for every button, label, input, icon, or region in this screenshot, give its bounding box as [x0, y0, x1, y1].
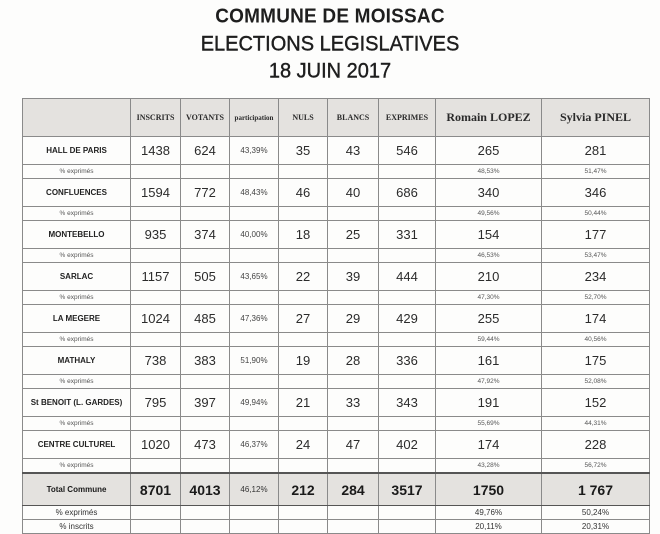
bureau-participation: 43,65%: [230, 263, 279, 291]
bureau-name: MATHALY: [23, 347, 131, 375]
empty-cell: [230, 165, 279, 179]
bureau-nuls: 24: [279, 431, 328, 459]
empty-cell: [131, 249, 181, 263]
bureau-name: CENTRE CULTUREL: [23, 431, 131, 459]
bureau-lopez: 191: [436, 389, 542, 417]
footer-inscrits-pinel: 20,31%: [542, 520, 650, 534]
bureau-nuls: 22: [279, 263, 328, 291]
bureau-exprimes: 546: [379, 137, 436, 165]
bureau-votants: 485: [181, 305, 230, 333]
bureau-pinel: 177: [542, 221, 650, 249]
bureau-blancs: 28: [328, 347, 379, 375]
empty-cell: [279, 417, 328, 431]
bureau-participation: 47,36%: [230, 305, 279, 333]
bureau-pinel-pct: 53,47%: [542, 249, 650, 263]
bureau-nuls: 27: [279, 305, 328, 333]
empty-cell: [379, 165, 436, 179]
bureau-votants: 772: [181, 179, 230, 207]
bureau-lopez-pct: 47,92%: [436, 375, 542, 389]
empty-cell: [181, 506, 230, 520]
empty-cell: [279, 207, 328, 221]
total-row: [23, 473, 650, 506]
empty-cell: [328, 291, 379, 305]
bureau-pct-row: [23, 291, 650, 305]
empty-cell: [379, 459, 436, 474]
bureau-pinel: 174: [542, 305, 650, 333]
empty-cell: [181, 459, 230, 474]
total-lopez: 1750: [436, 473, 542, 506]
bureau-pinel-pct: 50,44%: [542, 207, 650, 221]
footer-exprimes-label: % exprimés: [23, 506, 131, 520]
empty-cell: [230, 207, 279, 221]
pct-exprimes-label: % exprimés: [23, 375, 131, 389]
empty-cell: [379, 417, 436, 431]
bureau-pinel-pct: 56,72%: [542, 459, 650, 474]
bureau-lopez-pct: 59,44%: [436, 333, 542, 347]
bureau-inscrits: 795: [131, 389, 181, 417]
empty-cell: [279, 249, 328, 263]
empty-cell: [328, 165, 379, 179]
bureau-lopez: 174: [436, 431, 542, 459]
bureau-pinel-pct: 51,47%: [542, 165, 650, 179]
empty-cell: [379, 375, 436, 389]
bureau-exprimes: 331: [379, 221, 436, 249]
bureau-lopez-pct: 49,56%: [436, 207, 542, 221]
empty-cell: [379, 291, 436, 305]
page-subtitle: ELECTIONS LEGISLATIVES: [200, 32, 460, 56]
empty-cell: [230, 417, 279, 431]
bureau-row: [23, 179, 650, 207]
bureau-pct-row: [23, 459, 650, 474]
page-title: COMMUNE DE MOISSAC: [215, 5, 445, 28]
empty-cell: [379, 520, 436, 534]
total-votants: 4013: [181, 473, 230, 506]
bureau-lopez: 154: [436, 221, 542, 249]
pct-exprimes-label: % exprimés: [23, 165, 131, 179]
empty-cell: [181, 291, 230, 305]
bureau-pinel: 152: [542, 389, 650, 417]
bureau-pct-row: [23, 249, 650, 263]
empty-cell: [230, 291, 279, 305]
bureau-row: [23, 389, 650, 417]
empty-cell: [328, 417, 379, 431]
total-nuls: 212: [279, 473, 328, 506]
total-inscrits: 8701: [131, 473, 181, 506]
empty-cell: [131, 520, 181, 534]
empty-cell: [328, 520, 379, 534]
empty-cell: [279, 291, 328, 305]
bureau-nuls: 46: [279, 179, 328, 207]
bureau-blancs: 47: [328, 431, 379, 459]
bureau-exprimes: 343: [379, 389, 436, 417]
empty-cell: [131, 333, 181, 347]
empty-cell: [181, 520, 230, 534]
bureau-blancs: 25: [328, 221, 379, 249]
empty-cell: [131, 506, 181, 520]
bureau-participation: 46,37%: [230, 431, 279, 459]
header-votants: VOTANTS: [181, 99, 230, 137]
bureau-participation: 48,43%: [230, 179, 279, 207]
header-participation: participation: [230, 99, 279, 137]
bureau-blancs: 43: [328, 137, 379, 165]
empty-cell: [131, 375, 181, 389]
bureau-lopez-pct: 43,28%: [436, 459, 542, 474]
empty-cell: [328, 207, 379, 221]
empty-cell: [328, 506, 379, 520]
empty-cell: [181, 417, 230, 431]
bureau-lopez-pct: 48,53%: [436, 165, 542, 179]
empty-cell: [379, 207, 436, 221]
total-exprimes: 3517: [379, 473, 436, 506]
bureau-name: St BENOIT (L. GARDES): [23, 389, 131, 417]
empty-cell: [328, 459, 379, 474]
bureau-pinel: 346: [542, 179, 650, 207]
empty-cell: [279, 333, 328, 347]
bureau-inscrits: 935: [131, 221, 181, 249]
pct-exprimes-label: % exprimés: [23, 459, 131, 474]
header-exprimes: EXPRIMES: [379, 99, 436, 137]
empty-cell: [131, 165, 181, 179]
bureau-name: HALL DE PARIS: [23, 137, 131, 165]
bureau-votants: 397: [181, 389, 230, 417]
bureau-blancs: 39: [328, 263, 379, 291]
empty-cell: [279, 459, 328, 474]
total-blancs: 284: [328, 473, 379, 506]
bureau-pinel: 234: [542, 263, 650, 291]
bureau-participation: 40,00%: [230, 221, 279, 249]
header-row: [23, 99, 650, 137]
bureau-participation: 49,94%: [230, 389, 279, 417]
bureau-pct-row: [23, 417, 650, 431]
bureau-votants: 505: [181, 263, 230, 291]
empty-cell: [230, 506, 279, 520]
empty-cell: [230, 333, 279, 347]
bureau-lopez: 210: [436, 263, 542, 291]
bureau-row: [23, 347, 650, 375]
bureau-pct-row: [23, 375, 650, 389]
header-candidate-lopez: Romain LOPEZ: [436, 99, 542, 137]
empty-cell: [328, 375, 379, 389]
header-empty: [23, 99, 131, 137]
bureau-lopez-pct: 46,53%: [436, 249, 542, 263]
total-participation: 46,12%: [230, 473, 279, 506]
empty-cell: [279, 165, 328, 179]
bureau-name: MONTEBELLO: [23, 221, 131, 249]
header-blancs: BLANCS: [328, 99, 379, 137]
empty-cell: [279, 520, 328, 534]
bureau-votants: 374: [181, 221, 230, 249]
footer-inscrits-lopez: 20,11%: [436, 520, 542, 534]
bureau-nuls: 19: [279, 347, 328, 375]
bureau-lopez: 340: [436, 179, 542, 207]
bureau-pinel-pct: 52,70%: [542, 291, 650, 305]
empty-cell: [379, 333, 436, 347]
election-date: 18 JUIN 2017: [268, 59, 392, 83]
bureau-inscrits: 1594: [131, 179, 181, 207]
bureau-exprimes: 686: [379, 179, 436, 207]
bureau-votants: 473: [181, 431, 230, 459]
bureau-exprimes: 402: [379, 431, 436, 459]
empty-cell: [131, 291, 181, 305]
bureau-pinel: 175: [542, 347, 650, 375]
bureau-inscrits: 1157: [131, 263, 181, 291]
bureau-pinel-pct: 44,31%: [542, 417, 650, 431]
empty-cell: [328, 333, 379, 347]
bureau-votants: 624: [181, 137, 230, 165]
empty-cell: [131, 207, 181, 221]
footer-exprimes-lopez: 49,76%: [436, 506, 542, 520]
bureau-votants: 383: [181, 347, 230, 375]
empty-cell: [379, 249, 436, 263]
bureau-lopez: 265: [436, 137, 542, 165]
bureau-pct-row: [23, 333, 650, 347]
empty-cell: [279, 506, 328, 520]
bureau-lopez-pct: 47,30%: [436, 291, 542, 305]
bureau-pct-row: [23, 165, 650, 179]
bureau-blancs: 33: [328, 389, 379, 417]
bureau-inscrits: 1438: [131, 137, 181, 165]
empty-cell: [230, 249, 279, 263]
bureau-blancs: 40: [328, 179, 379, 207]
footer-inscrits-row: [23, 520, 650, 534]
total-label: Total Commune: [23, 473, 131, 506]
header-inscrits: INSCRITS: [131, 99, 181, 137]
empty-cell: [328, 249, 379, 263]
empty-cell: [131, 417, 181, 431]
bureau-pinel: 281: [542, 137, 650, 165]
bureau-exprimes: 444: [379, 263, 436, 291]
bureau-row: [23, 137, 650, 165]
bureau-pct-row: [23, 207, 650, 221]
bureau-pinel-pct: 52,08%: [542, 375, 650, 389]
header-nuls: NULS: [279, 99, 328, 137]
empty-cell: [181, 165, 230, 179]
bureau-row: [23, 431, 650, 459]
empty-cell: [230, 459, 279, 474]
pct-exprimes-label: % exprimés: [23, 249, 131, 263]
bureau-row: [23, 305, 650, 333]
bureau-row: [23, 221, 650, 249]
pct-exprimes-label: % exprimés: [23, 207, 131, 221]
bureau-blancs: 29: [328, 305, 379, 333]
empty-cell: [230, 520, 279, 534]
empty-cell: [181, 249, 230, 263]
bureau-nuls: 35: [279, 137, 328, 165]
results-table: [22, 98, 650, 534]
empty-cell: [181, 207, 230, 221]
pct-exprimes-label: % exprimés: [23, 417, 131, 431]
bureau-name: CONFLUENCES: [23, 179, 131, 207]
bureau-inscrits: 1024: [131, 305, 181, 333]
bureau-nuls: 21: [279, 389, 328, 417]
bureau-lopez: 255: [436, 305, 542, 333]
total-pinel: 1 767: [542, 473, 650, 506]
empty-cell: [230, 375, 279, 389]
empty-cell: [181, 375, 230, 389]
header-candidate-pinel: Sylvia PINEL: [542, 99, 650, 137]
bureau-lopez-pct: 55,69%: [436, 417, 542, 431]
empty-cell: [279, 375, 328, 389]
bureau-exprimes: 429: [379, 305, 436, 333]
bureau-inscrits: 1020: [131, 431, 181, 459]
bureau-exprimes: 336: [379, 347, 436, 375]
footer-inscrits-label: % inscrits: [23, 520, 131, 534]
bureau-pinel: 228: [542, 431, 650, 459]
bureau-nuls: 18: [279, 221, 328, 249]
bureau-participation: 51,90%: [230, 347, 279, 375]
bureau-participation: 43,39%: [230, 137, 279, 165]
bureau-lopez: 161: [436, 347, 542, 375]
empty-cell: [131, 459, 181, 474]
empty-cell: [379, 506, 436, 520]
bureau-name: SARLAC: [23, 263, 131, 291]
pct-exprimes-label: % exprimés: [23, 291, 131, 305]
empty-cell: [181, 333, 230, 347]
bureau-pinel-pct: 40,56%: [542, 333, 650, 347]
bureau-name: LA MEGERE: [23, 305, 131, 333]
pct-exprimes-label: % exprimés: [23, 333, 131, 347]
footer-exprimes-row: [23, 506, 650, 520]
bureau-row: [23, 263, 650, 291]
bureau-inscrits: 738: [131, 347, 181, 375]
footer-exprimes-pinel: 50,24%: [542, 506, 650, 520]
